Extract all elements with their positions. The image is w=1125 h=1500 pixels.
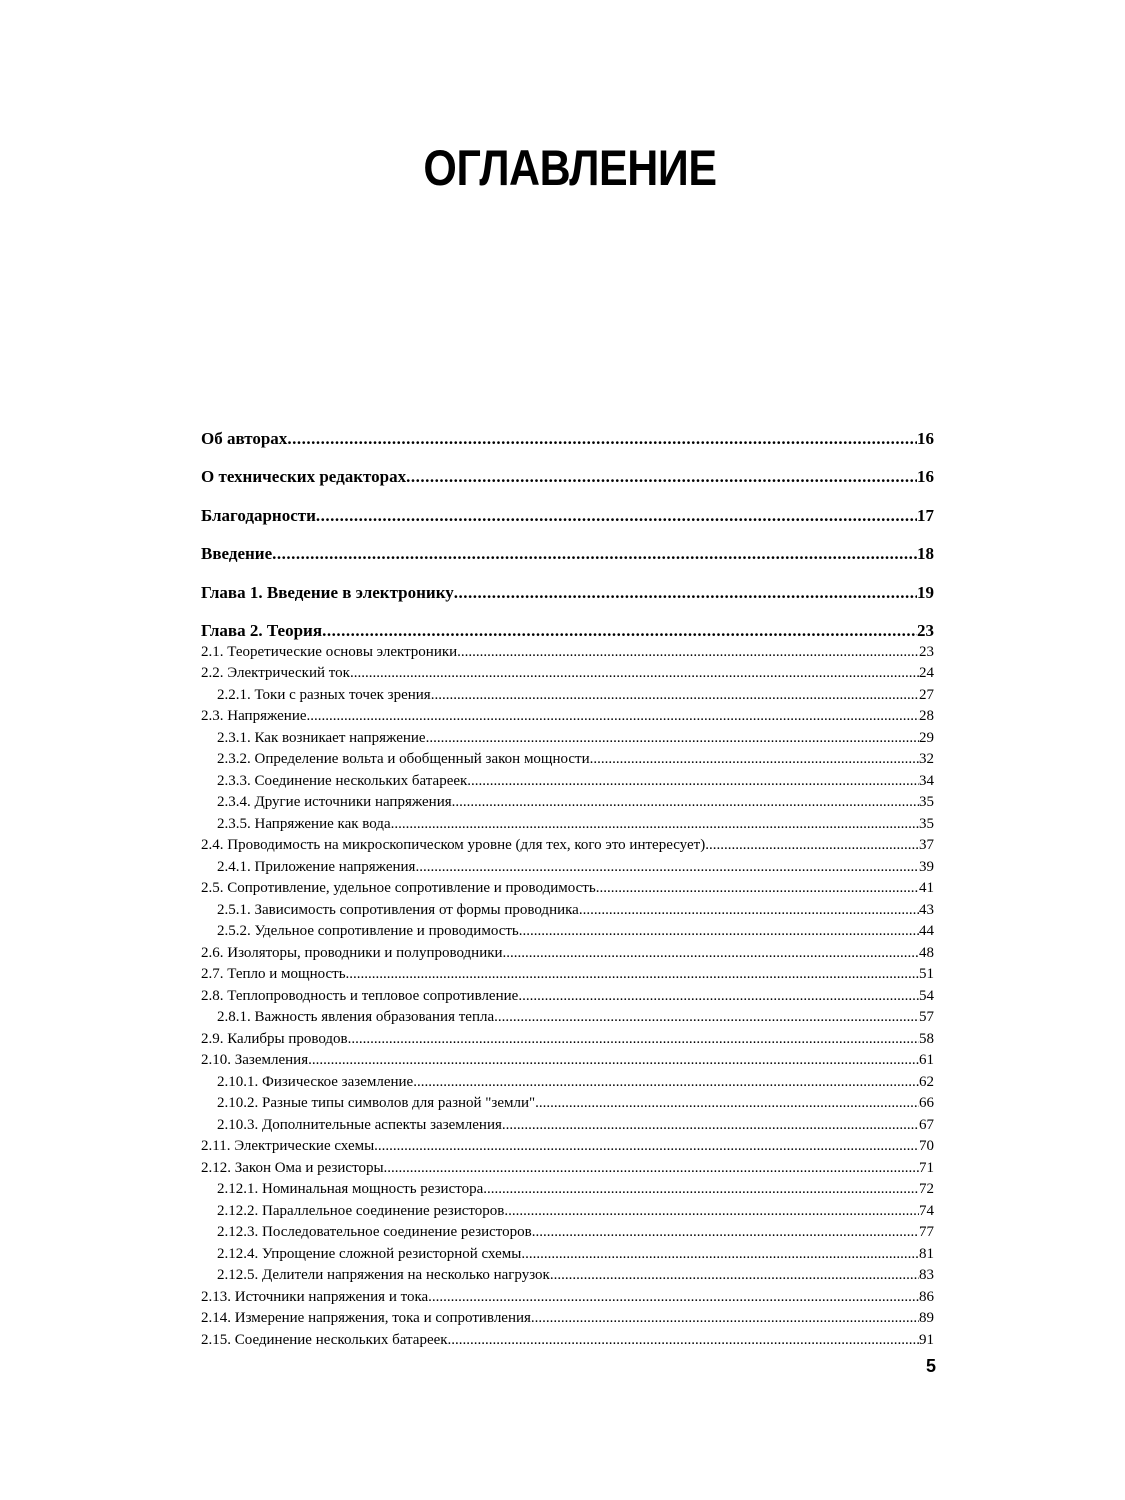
dot-leader (535, 1093, 919, 1115)
dot-leader (415, 857, 919, 879)
toc-entry-label: 2.4. Проводимость на микроскопическом уровне (для тех, кого это интересует) (201, 837, 706, 854)
dot-leader (431, 685, 919, 707)
toc-entry[interactable] (201, 943, 934, 965)
toc-entry-page: 70 (919, 1138, 934, 1155)
dot-leader (452, 792, 919, 814)
toc-entry-page: 66 (919, 1095, 934, 1112)
toc-entry[interactable] (201, 1222, 934, 1244)
dot-leader (391, 814, 919, 836)
toc-entry-page: 61 (919, 1052, 934, 1069)
toc-entry-page: 37 (919, 837, 934, 854)
toc-entry[interactable] (201, 1007, 934, 1029)
toc-entry-page: 23 (919, 643, 934, 660)
toc-entry-page: 29 (919, 729, 934, 746)
toc-entry[interactable] (201, 1115, 934, 1137)
toc-entry[interactable] (201, 685, 934, 707)
toc-entry[interactable] (201, 921, 934, 943)
toc-entry-label: Благодарности (201, 505, 316, 525)
toc-entry-page: 16 (917, 429, 934, 448)
toc-entry[interactable] (201, 728, 934, 750)
toc-entry[interactable] (201, 1244, 934, 1266)
dot-leader (384, 1158, 919, 1180)
toc-entry-page: 77 (919, 1224, 934, 1241)
toc-entry-label: 2.8. Теплопроводность и тепловое сопротивление (201, 987, 519, 1004)
toc-entry-page: 39 (919, 858, 934, 875)
toc-entry[interactable] (201, 1093, 934, 1115)
dot-leader (374, 1136, 919, 1158)
dot-leader (406, 466, 917, 488)
toc-entry[interactable] (201, 582, 934, 620)
toc-entry[interactable] (201, 1029, 934, 1051)
toc-entry[interactable] (201, 1179, 934, 1201)
dot-leader (413, 1072, 919, 1094)
dot-leader (503, 943, 919, 965)
toc-entry[interactable] (201, 1201, 934, 1223)
toc-entry-label: 2.2. Электрический ток (201, 665, 350, 682)
toc-entry-page: 35 (919, 794, 934, 811)
toc-entry[interactable] (201, 642, 934, 664)
toc-entry[interactable] (201, 986, 934, 1008)
toc-entry-label: 2.10.1. Физическое заземление (217, 1073, 414, 1090)
toc-entry[interactable] (201, 1136, 934, 1158)
toc-entry[interactable] (201, 814, 934, 836)
toc-entry-page: 83 (919, 1267, 934, 1284)
toc-entry-label: Введение (201, 544, 273, 564)
toc-entry-label: Об авторах (201, 429, 288, 448)
dot-leader (454, 582, 917, 604)
toc-entry-page: 24 (919, 665, 934, 682)
toc-entry-label: 2.1. Теоретические основы электроники (201, 643, 458, 660)
dot-leader (532, 1222, 919, 1244)
dot-leader (550, 1265, 919, 1287)
toc-entry[interactable] (201, 1072, 934, 1094)
toc-entry-label: 2.4.1. Приложение напряжения (217, 858, 416, 875)
toc-entry-page: 72 (919, 1181, 934, 1198)
toc-entry-page: 74 (919, 1202, 934, 1219)
toc-entry-page: 58 (919, 1030, 934, 1047)
dot-leader (494, 1007, 919, 1029)
toc-entry-page: 48 (919, 944, 934, 961)
toc-entry-page: 91 (919, 1331, 934, 1348)
toc-entry[interactable] (201, 706, 934, 728)
toc-entry-page: 57 (919, 1009, 934, 1026)
toc-entry-label: Глава 2. Теория (201, 620, 323, 640)
toc-entry[interactable] (201, 771, 934, 793)
toc-entry[interactable] (201, 964, 934, 986)
toc-entry-page: 62 (919, 1073, 934, 1090)
dot-leader (467, 771, 919, 793)
dot-leader (502, 1115, 919, 1137)
toc-entry[interactable] (201, 428, 934, 466)
toc-entry-label: 2.12.4. Упрощение сложной резисторной схемы (217, 1245, 522, 1262)
dot-leader (346, 964, 919, 986)
toc-entry-page: 54 (919, 987, 934, 1004)
toc-entry-page: 34 (919, 772, 934, 789)
toc-entry-page: 28 (919, 708, 934, 725)
toc-entry-label: 2.3.2. Определение вольта и обобщенный закон мощности (217, 751, 590, 768)
toc-entry[interactable] (201, 466, 934, 504)
toc-entry[interactable] (201, 878, 934, 900)
dot-leader (316, 505, 917, 527)
dot-leader (483, 1179, 919, 1201)
toc-entry-label: 2.3.5. Напряжение как вода (217, 815, 391, 832)
toc-entry-label: 2.9. Калибры проводов (201, 1030, 348, 1047)
toc-entry-page: 27 (919, 686, 934, 703)
toc-entry-page: 17 (917, 505, 934, 525)
toc-entry[interactable] (201, 749, 934, 771)
dot-leader (308, 1050, 919, 1072)
toc-entry-label: 2.7. Тепло и мощность (201, 966, 346, 983)
toc-entry[interactable] (201, 1308, 934, 1330)
toc-entry[interactable] (201, 505, 934, 543)
dot-leader (531, 1308, 919, 1330)
toc-entry-page: 67 (919, 1116, 934, 1133)
toc-entry-label: 2.11. Электрические схемы (201, 1138, 375, 1155)
toc-entry-label: 2.13. Источники напряжения и тока (201, 1288, 429, 1305)
dot-leader (307, 706, 919, 728)
toc-entry-label: 2.10. Заземления (201, 1052, 309, 1069)
dot-leader (521, 1244, 919, 1266)
toc-entry-label: 2.12.2. Параллельное соединение резисторов (217, 1202, 505, 1219)
page-number: 5 (925, 1356, 936, 1376)
toc-entry[interactable] (201, 1287, 934, 1309)
toc-entry-label: 2.12.5. Делители напряжения на несколько нагрузок (217, 1267, 550, 1284)
toc-entry[interactable] (201, 900, 934, 922)
toc-entry[interactable] (201, 1158, 934, 1180)
dot-leader (322, 620, 917, 642)
toc-entry-label: 2.5.1. Зависимость сопротивления от формы проводника (217, 901, 579, 918)
toc-entry[interactable] (201, 857, 934, 879)
dot-leader (590, 749, 919, 771)
dot-leader (426, 728, 919, 750)
toc-entry-label: 2.15. Соединение нескольких батареек (201, 1331, 448, 1348)
toc-entry-page: 86 (919, 1288, 934, 1305)
dot-leader (457, 642, 919, 664)
toc-entry-label: 2.8.1. Важность явления образования тепла (217, 1009, 495, 1026)
toc-entry-page: 51 (919, 966, 934, 983)
toc-entry-page: 89 (919, 1310, 934, 1327)
toc-entry-label: 2.3.3. Соединение нескольких батареек (217, 772, 468, 789)
toc-entry[interactable] (201, 1265, 934, 1287)
toc-entry-label: 2.5. Сопротивление, удельное сопротивление и проводимость (201, 880, 596, 897)
toc-entry[interactable] (201, 1330, 934, 1352)
toc-entry-page: 44 (919, 923, 934, 940)
toc-entry-label: 2.12.3. Последовательное соединение резисторов (217, 1224, 532, 1241)
toc-entry[interactable] (201, 835, 934, 857)
page-title: ОГЛАВЛЕНИЕ (423, 140, 717, 196)
dot-leader (518, 986, 919, 1008)
dot-leader (705, 835, 919, 857)
toc-entry-page: 23 (917, 620, 934, 640)
toc-entry-label: Глава 1. Введение в электронику (201, 582, 454, 602)
toc-entry-page: 18 (917, 544, 934, 564)
dot-leader (448, 1330, 919, 1352)
toc-entry-label: 2.3.4. Другие источники напряжения (217, 794, 452, 811)
toc-entry[interactable] (201, 663, 934, 685)
toc-entry-label: 2.10.3. Дополнительные аспекты заземления (217, 1116, 502, 1133)
toc-entry-label: О технических редакторах (201, 467, 407, 487)
toc-entry-page: 16 (917, 467, 934, 487)
toc-entry[interactable] (201, 620, 934, 642)
toc-entry-page: 43 (919, 901, 934, 918)
table-of-contents (201, 428, 934, 1351)
toc-entry-label: 2.10.2. Разные типы символов для разной "земли" (217, 1095, 536, 1112)
toc-entry[interactable] (201, 792, 934, 814)
dot-leader (428, 1287, 919, 1309)
toc-entry-page: 41 (919, 880, 934, 897)
toc-entry[interactable] (201, 543, 934, 581)
toc-entry-label: 2.2.1. Токи с разных точек зрения (217, 686, 431, 703)
dot-leader (348, 1029, 919, 1051)
toc-entry-page: 32 (919, 751, 934, 768)
toc-entry-label: 2.6. Изоляторы, проводники и полупроводники (201, 944, 503, 961)
toc-entry-label: 2.3.1. Как возникает напряжение (217, 729, 426, 746)
dot-leader (287, 428, 917, 450)
toc-entry[interactable] (201, 1050, 934, 1072)
dot-leader (596, 878, 919, 900)
toc-entry-label: 2.14. Измерение напряжения, тока и сопротивления (201, 1310, 531, 1327)
toc-entry-label: 2.3. Напряжение (201, 708, 307, 725)
toc-entry-page: 81 (919, 1245, 934, 1262)
dot-leader (272, 543, 917, 565)
dot-leader (579, 900, 919, 922)
toc-entry-page: 71 (919, 1159, 934, 1176)
toc-entry-page: 19 (917, 582, 934, 602)
toc-entry-label: 2.12.1. Номинальная мощность резистора (217, 1181, 484, 1198)
dot-leader (519, 921, 919, 943)
dot-leader (504, 1201, 919, 1223)
dot-leader (350, 663, 919, 685)
toc-entry-label: 2.12. Закон Ома и резисторы (201, 1159, 384, 1176)
toc-entry-page: 35 (919, 815, 934, 832)
toc-entry-label: 2.5.2. Удельное сопротивление и проводимость (217, 923, 519, 940)
